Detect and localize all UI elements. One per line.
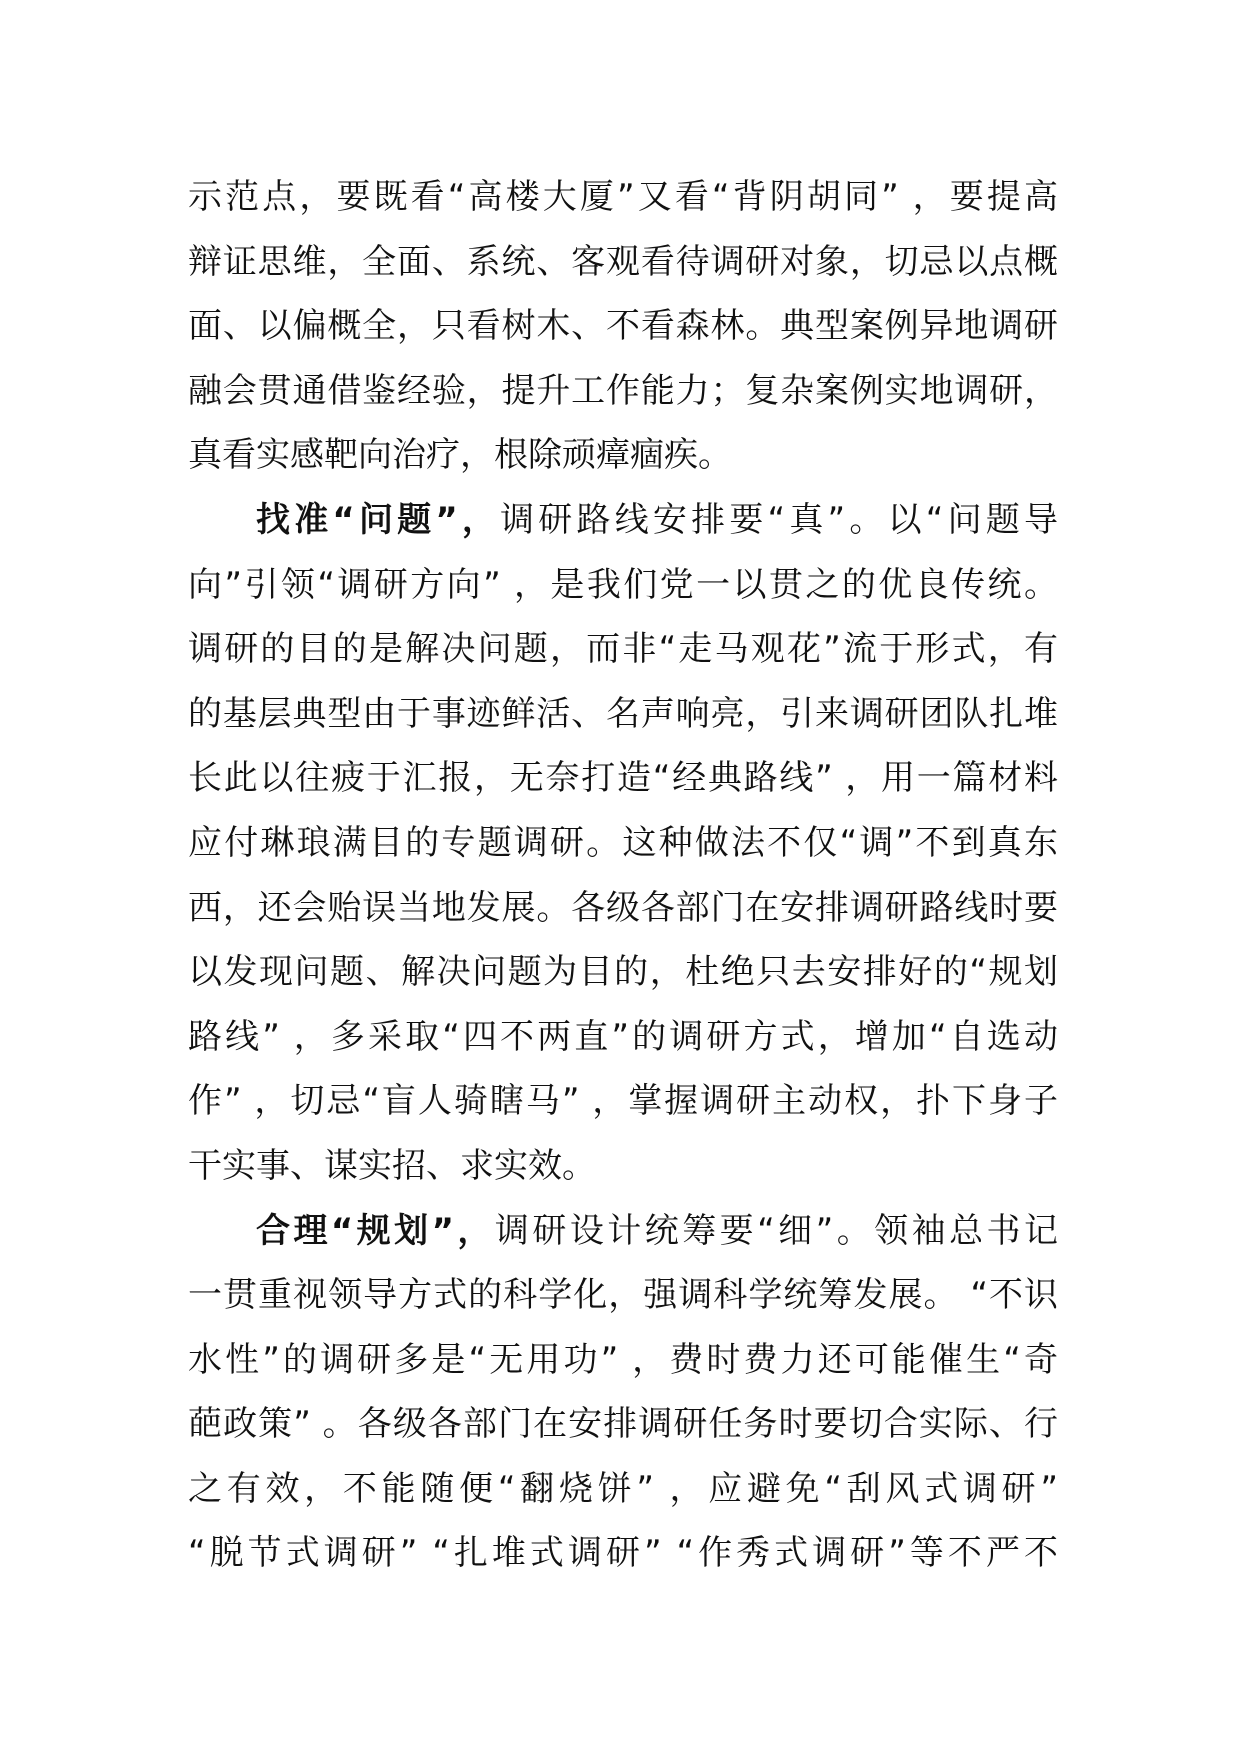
text-line: 向”引领“调研方向” ，是我们党一以贯之的优良传统。 (188, 564, 1058, 605)
text-line: 路线” ，多采取“四不两直”的调研方式，增加“自选动 (188, 1016, 1058, 1057)
text-line: 面、以偏概全，只看树木、不看森林。典型案例异地调研 (188, 306, 1058, 347)
text-line: 应付琳琅满目的专题调研。这种做法不仅“调”不到真东 (188, 822, 1058, 863)
text-line: 水性”的调研多是“无用功” ，费时费力还可能催生“奇 (188, 1339, 1058, 1380)
text-line: 干实事、谋实招、求实效。 (188, 1145, 596, 1186)
text-line: 一贯重视领导方式的科学化，强调科学统筹发展。 “不识 (188, 1275, 1058, 1316)
text-line: 辩证思维，全面、系统、客观看待调研对象，切忌以点概 (188, 241, 1058, 282)
text-line: 的基层典型由于事迹鲜活、名声响亮，引来调研团队扎堆 (188, 693, 1058, 734)
paragraph-first-line (188, 1199, 1058, 1264)
text-line: 以发现问题、解决问题为目的，杜绝只去安排好的“规划 (188, 952, 1058, 993)
text-line: 真看实感靶向治疗，根除顽瘴痼疾。 (188, 435, 732, 476)
text-line: 调研的目的是解决问题，而非“走马观花”流于形式，有 (188, 629, 1058, 670)
paragraph-first-line (188, 488, 1058, 553)
text-line: 示范点，要既看“高楼大厦”又看“背阴胡同” ，要提高 (188, 177, 1058, 217)
body-text (188, 165, 1058, 1586)
text-line: 融会贯通借鉴经验，提升工作能力；复杂案例实地调研， (188, 370, 1058, 411)
text-line: 之有效，不能随便“翻烧饼” ，应避免“刮风式调研” (188, 1468, 1058, 1509)
text-line: 作” ，切忌“盲人骑瞎马” ，掌握调研主动权，扑下身子 (188, 1081, 1058, 1122)
text-line: “脱节式调研” “扎堆式调研” “作秀式调研”等不严不 (188, 1533, 1058, 1574)
text-line: 长此以往疲于汇报，无奈打造“经典路线” ，用一篇材料 (188, 758, 1058, 799)
text-line: 葩政策” 。各级各部门在安排调研任务时要切合实际、行 (188, 1404, 1058, 1445)
text-line: 西，还会贻误当地发展。各级各部门在安排调研路线时要 (188, 887, 1058, 928)
text-line: 调研设计统筹要“细”。领袖总书记 (494, 1210, 1058, 1251)
paragraph-lead: 找准“问题”， (256, 499, 501, 540)
paragraph-lead: 合理“规划”， (256, 1210, 495, 1251)
text-line: 调研路线安排要“真”。以“问题导 (500, 499, 1058, 540)
